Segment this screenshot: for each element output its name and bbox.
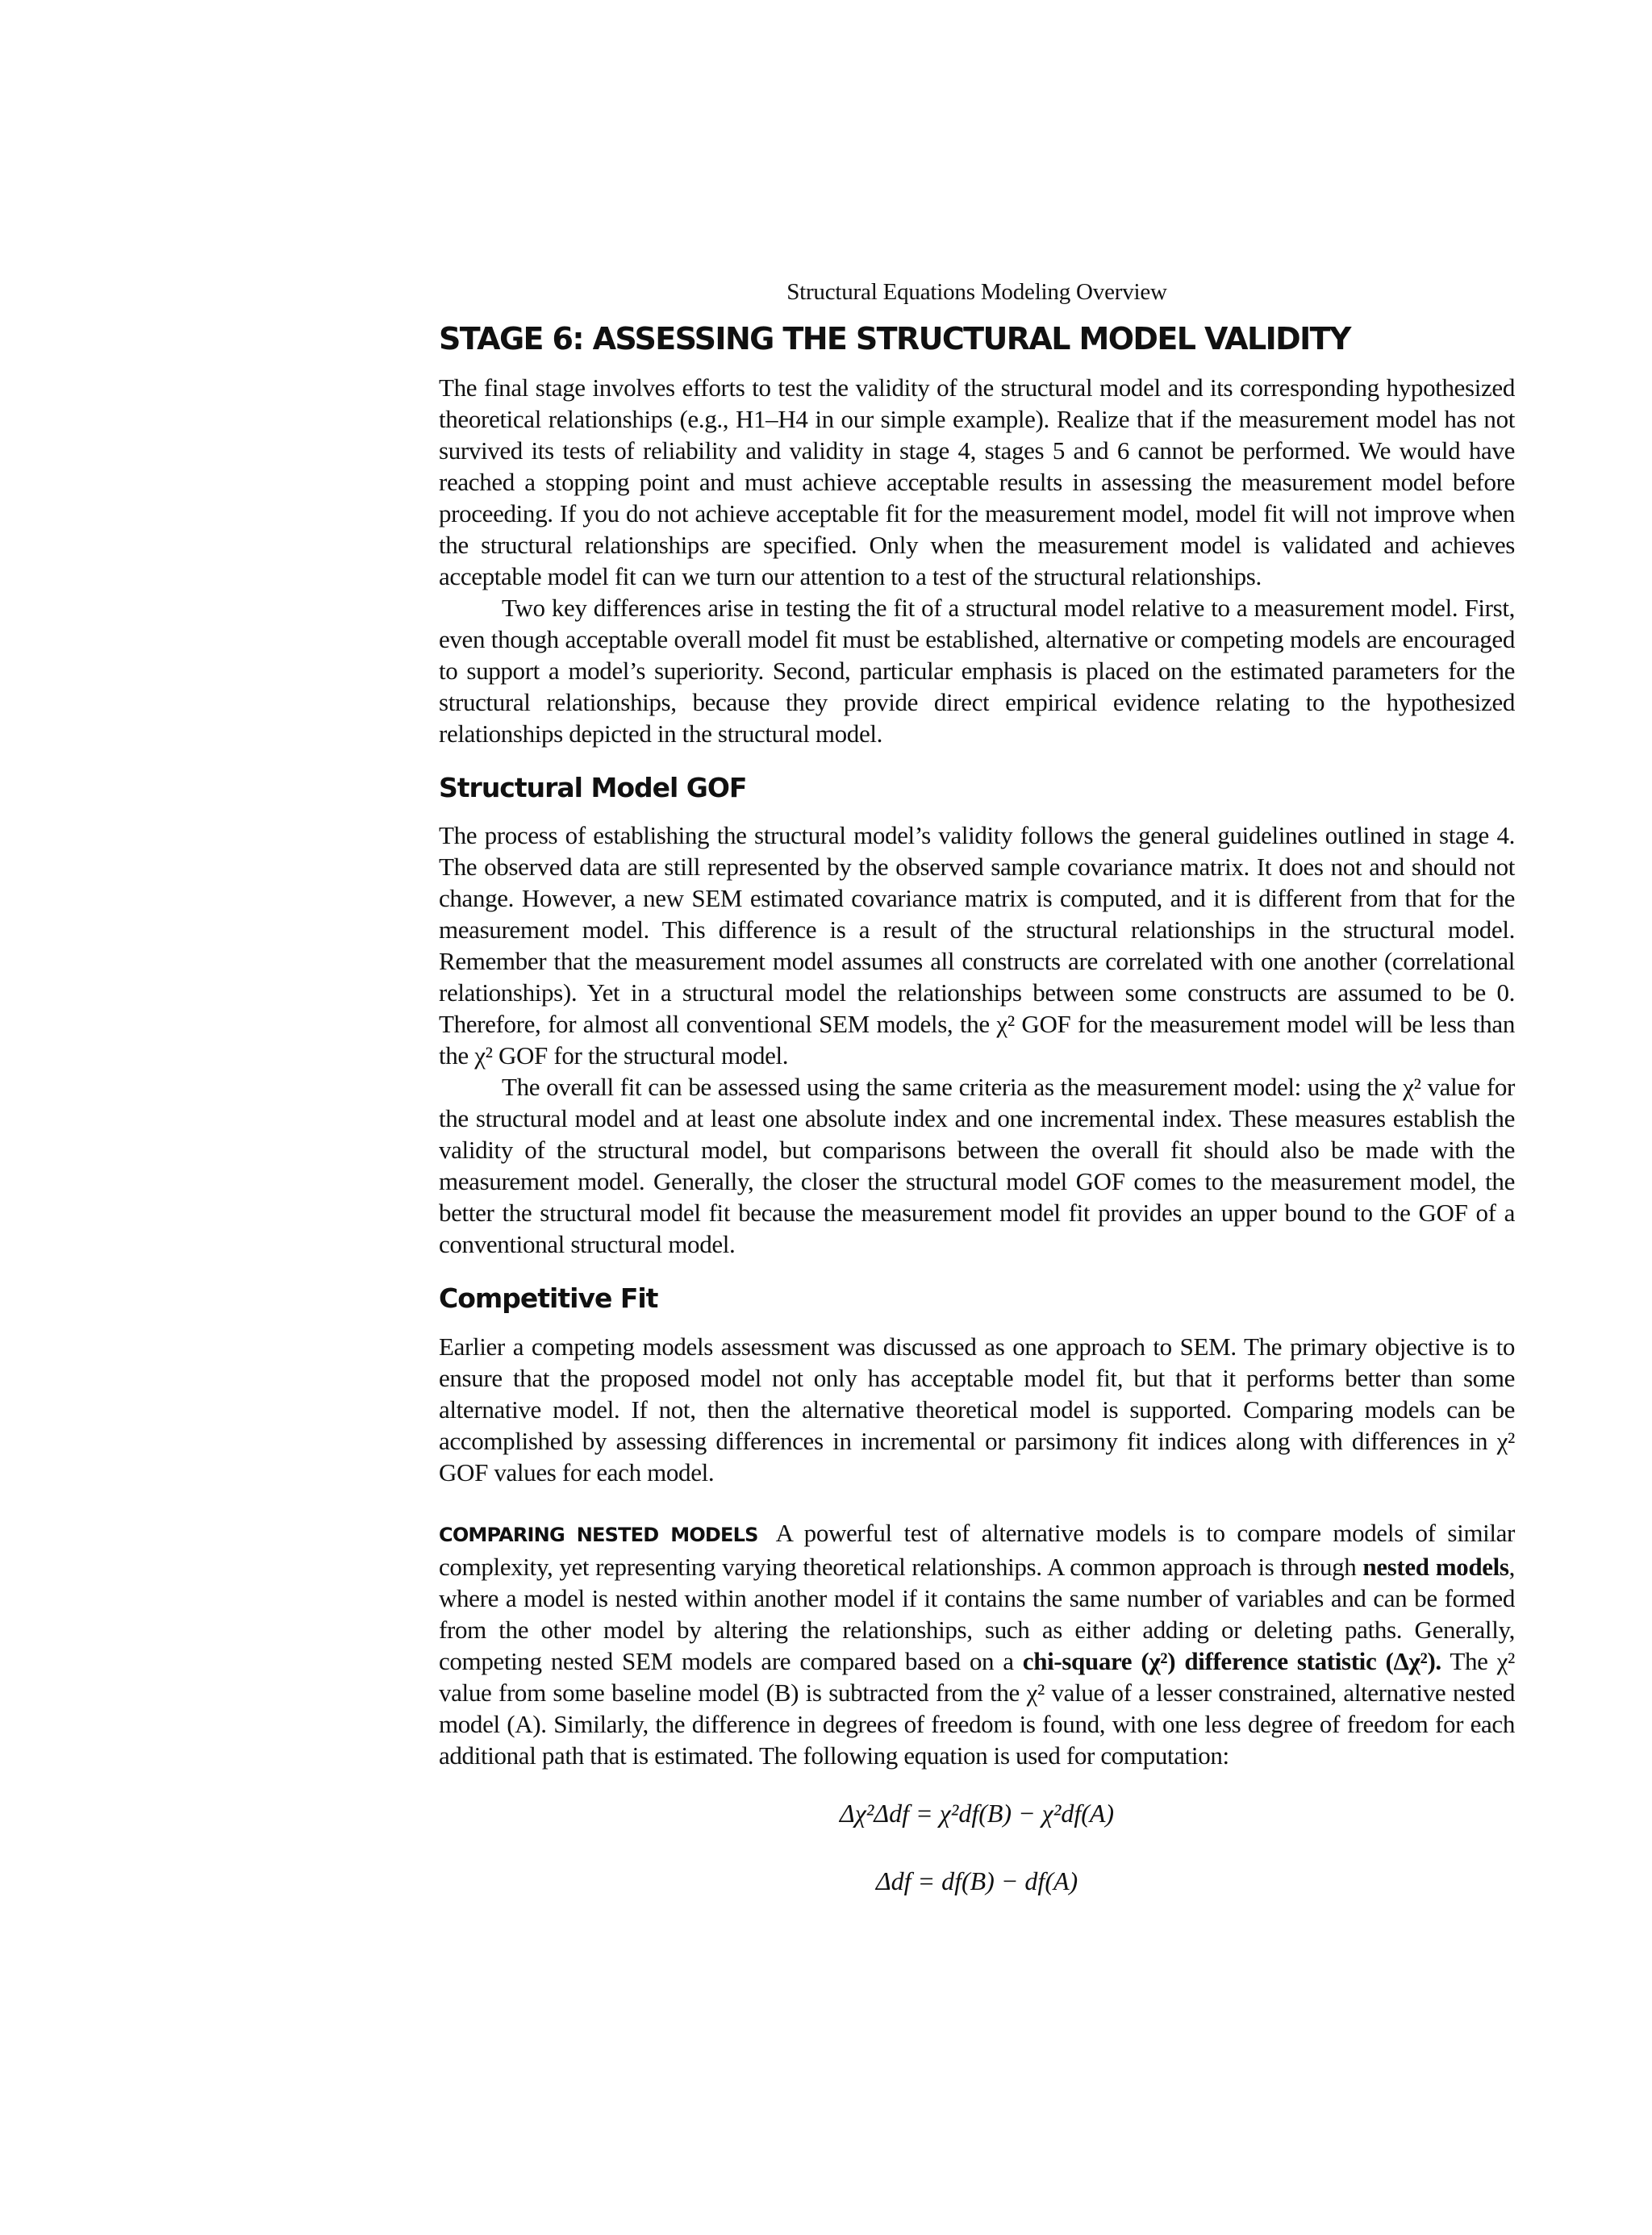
paragraph-gap — [439, 1503, 1515, 1517]
stage-paragraph-1: The final stage involves efforts to test the validity of the structural model and its corresponding hypothesized theoretical relationships (e.g., H1–H4 in our simple example). Realize that if the measurement model has not survived its tests of reliability and validity in stage 4, stages 5 and 6 cannot be performed. We would have reached a stopping point and must achieve acceptable results in assessing the measurement model before proceeding. If you do not achieve acceptable fit for the measurement model, model fit will not improve when the structural relationships are specified. Only when the measurement model is validated and achieves acceptable model fit can we turn our attention to a test of the structural relationships. — [439, 373, 1515, 590]
gof-paragraph-2: The overall fit can be assessed using the same criteria as the measurement model: using the χ² value for the structural model and at least one absolute index and one incremental index. These measures establish the validity of the structural model, but comparisons between the overall fit should also be made with the measurement model. Generally, the closer the structural model GOF comes to the measurement model, the better the structural model fit because the measurement model fit provides an upper bound to the GOF of a conventional structural model. — [439, 1073, 1515, 1259]
nested-models-runin-heading: COMPARING NESTED MODELS — [439, 1523, 758, 1546]
nested-text-3: The χ² value from some baseline model (B) is subtracted from the χ² value of a lesser constrained, alternative nested model (A). Similarly, the difference in degrees of freedom is found, with one less degree of freedom for each additional path that is estimated. The following equation is used for computation: — [439, 1646, 1516, 1770]
equation-chi-square-difference: Δχ²Δdf = χ²df(B) − χ²df(A) — [839, 1798, 1115, 1828]
nested-models-paragraph — [439, 1517, 1515, 1771]
nested-text-2: , where a model is nested within another model if it contains the same number of variables and can be formed from the other model by altering the relationships, such as either adding or deleting paths. Generally, competing nested SEM models are compared based on a — [439, 1552, 1515, 1675]
nested-text-1: A powerful test of alternative models is to compare models of similar complexity, yet representing varying theoretical relationships. A common approach is through — [439, 1518, 1516, 1581]
gof-heading: Structural Model GOF — [439, 771, 747, 803]
competitive-fit-paragraph: Earlier a competing models assessment was discussed as one approach to SEM. The primary objective is to ensure that the proposed model not only has acceptable model fit, but that it performs better than some alternative model. If not, then the alternative theoretical model is supported. Comparing models can be accomplished by assessing differences in incremental or parsimony fit indices along with differences in χ² GOF values for each model. — [439, 1332, 1515, 1487]
page-content — [439, 279, 1515, 1899]
competitive-fit-heading: Competitive Fit — [439, 1282, 658, 1315]
paragraph-gap — [439, 1488, 1515, 1503]
stage-heading: STAGE 6: ASSESSING THE STRUCTURAL MODEL VALIDITY — [439, 321, 1350, 357]
nested-term-2: chi-square (χ²) difference statistic (Δχ²). — [1022, 1646, 1441, 1675]
gof-paragraph-1: The process of establishing the structural model’s validity follows the general guidelines outlined in stage 4. The observed data are still represented by the observed sample covariance matrix. It does not and should not change. However, a new SEM estimated covariance matrix is computed, and it is different from that for the measurement model. This difference is a result of the structural relationships in the structural model. Remember that the measurement model assumes all constructs are correlated with one another (correlational relationships). Yet in a structural model the relationships between some constructs are assumed to be 0. Therefore, for almost all conventional SEM models, the χ² GOF for the measurement model will be less than the χ² GOF for the structural model. — [439, 821, 1515, 1070]
nested-term-1: nested models — [1362, 1552, 1509, 1581]
stage-paragraph-2: Two key differences arise in testing the fit of a structural model relative to a measurement model. First, even though acceptable overall model fit must be established, alternative or competing models are encouraged to support a model’s superiority. Second, particular emphasis is placed on the estimated parameters for the structural relationships, because they provide direct empirical evidence relating to the hypothesized relationships depicted in the structural model. — [439, 593, 1515, 748]
running-head: Structural Equations Modeling Overview — [786, 279, 1167, 305]
equation-df-difference: Δdf = df(B) − df(A) — [875, 1866, 1078, 1895]
